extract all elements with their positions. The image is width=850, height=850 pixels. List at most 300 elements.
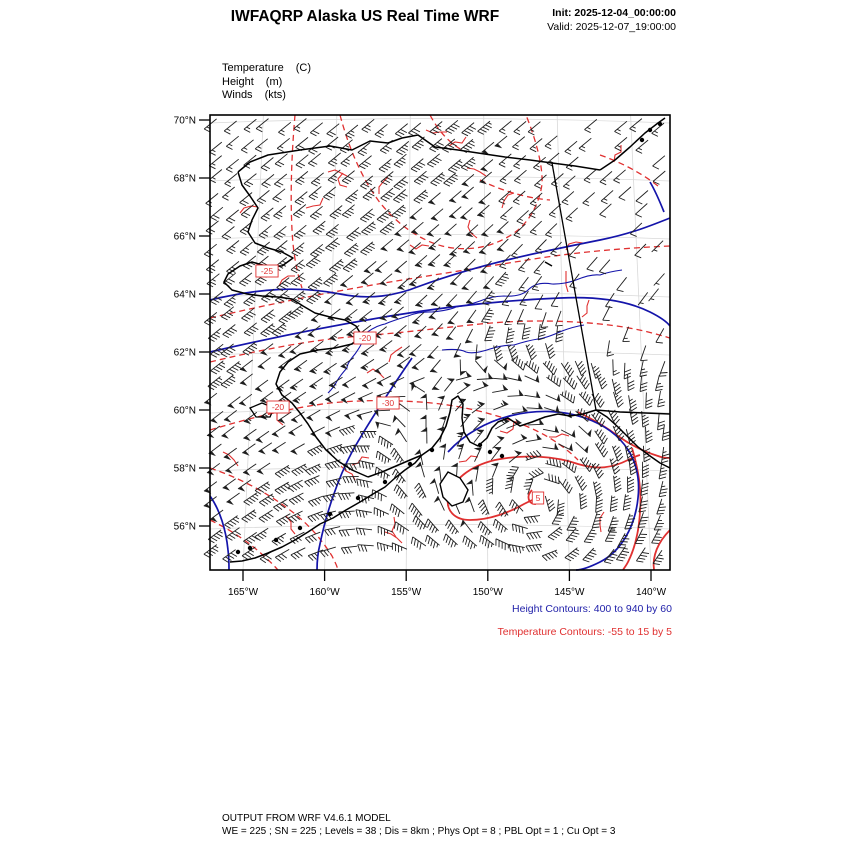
wind-barb [225, 516, 239, 529]
wind-barb [357, 479, 373, 488]
height-contour [210, 298, 670, 352]
wind-barb [326, 344, 339, 356]
wind-barb [341, 546, 357, 554]
wind-barb [601, 190, 613, 204]
wind-barb [379, 159, 391, 172]
wind-barb [223, 550, 237, 563]
wind-barb [426, 535, 440, 548]
wind-barb [659, 361, 667, 376]
wind-barb [261, 158, 273, 171]
wind-barb [325, 427, 340, 438]
lat-tick-label: 70°N [173, 115, 196, 127]
wind-barb [310, 123, 322, 136]
wind-barb [591, 363, 601, 378]
height-contours-note: Height Contours: 400 to 940 by 60 [512, 603, 672, 615]
legend-unit: (m) [265, 75, 283, 88]
wind-barb [512, 137, 524, 150]
wind-barb [551, 292, 559, 307]
wind-barb [646, 393, 653, 409]
wind-barb [223, 325, 237, 338]
wind-barb [543, 425, 559, 432]
wind-barb [428, 193, 440, 205]
islet [383, 480, 387, 484]
wind-barb [343, 259, 357, 272]
legend-variable: Winds [222, 89, 253, 101]
wind-barb [547, 374, 561, 387]
lat-tick-label: 60°N [173, 405, 196, 417]
wind-barb [431, 173, 445, 186]
wind-barb [508, 345, 518, 360]
wind-barb [430, 360, 440, 373]
wind-barb [344, 243, 358, 256]
wind-barb [276, 380, 289, 392]
wind-barb [227, 241, 240, 254]
wind-barb [305, 476, 320, 487]
wind-barb [579, 138, 591, 151]
wind-barb [652, 241, 663, 252]
wind-barb [584, 528, 596, 543]
wind-barb [462, 278, 473, 291]
wind-barb [464, 497, 474, 512]
wind-barb [341, 153, 353, 166]
footer-line1: OUTPUT FROM WRF V4.6.1 MODEL [222, 813, 391, 824]
wind-barb [656, 375, 664, 391]
wind-barb [289, 425, 303, 437]
wind-barb [276, 514, 290, 526]
wind-barb [577, 375, 590, 389]
wind-barb [343, 476, 359, 483]
islet [640, 138, 644, 142]
wind-barb [289, 493, 304, 505]
wind-barb [546, 394, 561, 402]
wind-barb [493, 436, 505, 449]
wind-barb [481, 160, 493, 172]
wind-barb [257, 190, 269, 203]
wind-barb [227, 493, 240, 505]
wind-barb [619, 187, 631, 201]
wind-barb [563, 375, 577, 389]
wind-barb [477, 372, 493, 379]
wind-barb [610, 496, 618, 512]
wind-barb [273, 499, 288, 511]
wind-barb [395, 261, 407, 273]
wind-barb [360, 176, 372, 189]
wind-barb [600, 204, 612, 218]
temperature-contour-fragment [500, 422, 514, 433]
wind-barb [635, 204, 647, 218]
wind-barb [308, 326, 321, 338]
height-contour [650, 182, 664, 212]
wind-barb [340, 140, 352, 153]
wind-barb [431, 294, 443, 307]
wind-barb [522, 324, 531, 340]
wind-barb [596, 496, 603, 512]
wind-barb [377, 543, 392, 552]
lon-tick-label: 150°W [472, 587, 503, 598]
wind-barb [595, 430, 608, 445]
footer-line2: WE = 225 ; SN = 225 ; Levels = 38 ; Dis = 8km ; Phys Opt = 8 ; PBL Opt = 1 ; Cu Opt = 3 [222, 826, 616, 837]
wind-barb [420, 428, 427, 444]
wind-barb [239, 273, 252, 286]
temperature-contour-solid [578, 412, 670, 458]
wind-barb [375, 124, 388, 137]
wind-barb [411, 537, 426, 550]
wind-barb [483, 276, 494, 289]
contour-label: -30 [381, 398, 395, 409]
wind-barb [274, 206, 286, 219]
wind-barb [275, 482, 290, 494]
wind-barb [357, 411, 372, 420]
wind-barb [392, 543, 407, 553]
wind-barb [240, 193, 253, 206]
wind-barb [457, 382, 470, 394]
wind-barb [292, 464, 307, 476]
wind-barb [446, 120, 460, 133]
valid-timestamp [456, 21, 676, 33]
wind-barb [640, 376, 647, 392]
wind-barb [415, 326, 427, 339]
page-title: IWFAQRP Alaska US Real Time WRF [230, 8, 500, 25]
wind-barb [379, 436, 394, 449]
wind-barb [411, 222, 423, 234]
wind-barb [482, 308, 494, 323]
wind-barb [525, 360, 539, 373]
wind-barb [526, 434, 542, 442]
wind-barb [364, 261, 376, 273]
wind-barb [561, 362, 573, 377]
init-value: 2025-12-04_00:00:00 [574, 7, 676, 19]
wind-barb [575, 476, 587, 491]
wind-barb [360, 209, 374, 222]
wind-barb [380, 274, 392, 286]
temperature-contours-note: Temperature Contours: -55 to 15 by 5 [497, 626, 672, 638]
wind-barb [449, 191, 461, 203]
wind-barb [356, 510, 372, 518]
wind-barb [313, 221, 325, 234]
wind-barb [222, 227, 235, 240]
lon-tick-label: 160°W [309, 587, 340, 598]
islet [274, 538, 278, 542]
canada-border [552, 163, 596, 410]
wind-barb [657, 499, 666, 514]
wind-barb [413, 516, 427, 530]
wind-barb [274, 174, 287, 187]
wind-barb [534, 260, 545, 274]
wind-barb [376, 451, 391, 464]
wind-barb [240, 242, 252, 255]
temperature-contour-fragment [566, 271, 568, 292]
wind-barb [309, 378, 322, 390]
wind-barb [262, 174, 274, 187]
wind-barb [617, 277, 627, 291]
wind-barb [259, 494, 274, 506]
temperature-contour-dashed [210, 401, 578, 460]
wind-barb [258, 358, 271, 370]
wind-barb [614, 392, 624, 407]
wind-barb [592, 463, 603, 478]
wind-barb [380, 309, 392, 321]
wind-barb [228, 397, 241, 409]
wind-barb [354, 446, 370, 453]
wind-barb [600, 171, 612, 184]
wind-barb [294, 360, 307, 372]
init-label: Init: [552, 7, 572, 19]
wind-barb [394, 485, 407, 499]
wind-barb [482, 142, 494, 154]
temperature-contour-dashed [600, 155, 658, 186]
wind-barb [559, 479, 572, 493]
wind-barb [636, 548, 649, 563]
islet [658, 122, 662, 126]
wind-barb [526, 344, 537, 359]
wind-barb [242, 510, 257, 523]
wind-barb [394, 325, 406, 337]
wind-barb [513, 191, 525, 205]
kodiak-island [440, 472, 468, 506]
legend-variable: Temperature [222, 62, 284, 74]
wind-barb [566, 208, 578, 222]
wind-barb [607, 340, 614, 356]
wind-barb [548, 527, 562, 540]
wind-barb [509, 545, 525, 554]
wind-barb [526, 450, 542, 460]
wind-barb [241, 140, 253, 153]
wind-barb [529, 468, 544, 480]
wind-barb [474, 430, 484, 443]
wind-barb [344, 410, 359, 420]
wind-barb [361, 273, 373, 285]
wind-barb [359, 156, 372, 169]
wind-barb [427, 346, 438, 359]
wind-barb [556, 326, 564, 342]
wind-barb [306, 255, 320, 268]
wind-barb [293, 205, 306, 218]
wind-barb [460, 520, 472, 533]
wind-barb [465, 329, 473, 343]
wind-barb [375, 422, 390, 429]
wind-barb [278, 122, 290, 135]
wind-barb [224, 121, 236, 134]
contour-label: -20 [271, 402, 285, 413]
wind-barb [535, 295, 543, 310]
wind-barb [358, 545, 374, 552]
wind-barb [653, 156, 665, 169]
wind-barb [662, 447, 670, 463]
wind-barb [308, 277, 322, 290]
wind-barb [240, 360, 253, 372]
wind-barb [221, 375, 235, 388]
wind-barb [427, 154, 441, 167]
valid-label: Valid: [547, 21, 573, 33]
temperature-contour-fragment [582, 300, 589, 317]
wind-barb [500, 207, 512, 221]
wind-barb [339, 529, 355, 536]
wind-barb [375, 363, 389, 375]
legend-variable: Height [222, 75, 254, 88]
wind-barb [239, 394, 252, 406]
wind-barb [259, 225, 272, 238]
wind-barb [398, 278, 410, 290]
wind-barb [415, 483, 427, 498]
height-contour [210, 496, 229, 570]
wind-barb [340, 275, 353, 287]
islet [236, 550, 240, 554]
wind-barb [323, 187, 335, 200]
wind-barb [207, 274, 220, 287]
wind-barb [374, 508, 389, 518]
lat-tick-label: 62°N [173, 347, 196, 359]
wind-barb [480, 535, 494, 548]
wind-barb [431, 209, 443, 221]
wind-barb [524, 479, 533, 494]
wind-barb [499, 191, 511, 204]
wind-barb [209, 142, 221, 155]
contour-label: 5 [535, 493, 541, 504]
lon-tick-label: 165°W [227, 587, 259, 598]
wind-barb [324, 273, 338, 286]
wind-barb [662, 425, 670, 441]
wind-barb [272, 442, 286, 454]
wind-barb [206, 260, 219, 273]
temperature-contour-fragment [392, 517, 396, 537]
wind-barb [585, 119, 597, 132]
wind-barb [478, 121, 492, 134]
wind-barb [636, 191, 648, 205]
wind-barb [320, 547, 335, 557]
wind-barb [377, 209, 391, 222]
wind-barb [342, 205, 354, 218]
wind-barb [308, 445, 323, 456]
wind-barb [374, 410, 390, 417]
wind-barb [579, 392, 593, 406]
wind-barb [545, 496, 555, 511]
wind-barb [395, 124, 407, 137]
wind-barb [649, 289, 659, 302]
wind-barb [380, 221, 394, 234]
wind-barb [587, 257, 598, 271]
wind-barb [275, 549, 289, 561]
wind-barb [448, 311, 458, 324]
wind-barb [544, 474, 559, 484]
wind-barb [339, 426, 355, 436]
wind-barb [428, 255, 440, 268]
wind-barb [243, 532, 257, 545]
wind-barb [580, 493, 587, 509]
islet [328, 512, 332, 516]
islet [500, 454, 504, 458]
wind-barb [291, 548, 305, 560]
wind-barb [495, 272, 508, 286]
wind-barb [411, 384, 424, 393]
wind-barb [393, 416, 406, 427]
islet [298, 526, 302, 530]
wind-barb [390, 504, 404, 517]
wind-barb [562, 191, 574, 205]
wind-barb [396, 141, 408, 154]
legend-line-temperature [222, 62, 311, 76]
wind-barb [325, 527, 341, 536]
wind-barb [310, 206, 322, 219]
islet [408, 462, 412, 466]
wind-barb [558, 443, 572, 451]
wind-barb [493, 519, 507, 532]
wind-barb [506, 374, 522, 381]
wind-barb [497, 222, 509, 235]
wind-barb [361, 242, 375, 255]
temperature-contour-fragment [328, 170, 347, 176]
wind-barb [240, 374, 253, 386]
wind-barb [444, 378, 454, 391]
wind-barb [448, 160, 462, 173]
legend-line-height [222, 76, 311, 90]
wind-barb [444, 173, 458, 186]
wind-barb [394, 154, 406, 167]
wind-barb [272, 426, 285, 438]
wind-barb [308, 511, 323, 522]
wind-barb [511, 357, 525, 370]
wind-barb [491, 463, 499, 478]
wind-barb [326, 411, 340, 422]
wind-barb [614, 170, 626, 183]
model-footer [222, 812, 615, 838]
wind-barb [526, 544, 542, 552]
wind-barb [518, 258, 529, 272]
wind-barb [409, 274, 421, 287]
wind-barb [256, 119, 268, 132]
wind-barb [527, 531, 543, 539]
wind-barb [244, 323, 258, 336]
wind-barb [243, 429, 256, 441]
wind-barb [394, 176, 408, 189]
coastline [596, 410, 670, 414]
wind-barb [392, 205, 406, 218]
wind-barb [305, 532, 320, 543]
wind-barb [326, 238, 340, 251]
wind-barb [295, 192, 307, 205]
wind-barb [653, 171, 665, 184]
wind-barb [375, 261, 387, 273]
wind-barb [542, 550, 557, 561]
valid-value: 2025-12-07_19:00:00 [575, 21, 676, 33]
wind-barb [410, 208, 422, 220]
wind-barb [414, 190, 428, 203]
wind-barb [514, 121, 526, 134]
wind-barb [456, 444, 463, 459]
wind-barb [462, 123, 476, 136]
wind-barb [290, 379, 303, 391]
wind-barb [432, 377, 442, 390]
wind-barb [543, 361, 557, 375]
wind-barb [505, 477, 514, 493]
wind-barb [342, 377, 356, 389]
wind-barb [592, 513, 602, 528]
wind-barb [605, 527, 617, 542]
height-contour [210, 218, 670, 300]
wind-barb [496, 539, 511, 550]
wind-barb [477, 205, 489, 218]
wind-barb [541, 312, 548, 327]
wind-barb [495, 136, 507, 148]
wind-barb [502, 291, 511, 305]
wind-barb [255, 380, 268, 392]
wind-barb [338, 493, 354, 500]
wind-barb [446, 327, 456, 340]
wind-barb [628, 477, 635, 493]
wind-barb [204, 545, 218, 558]
wind-barb [356, 528, 372, 536]
wind-barb [467, 310, 476, 323]
wind-barb [395, 225, 407, 237]
